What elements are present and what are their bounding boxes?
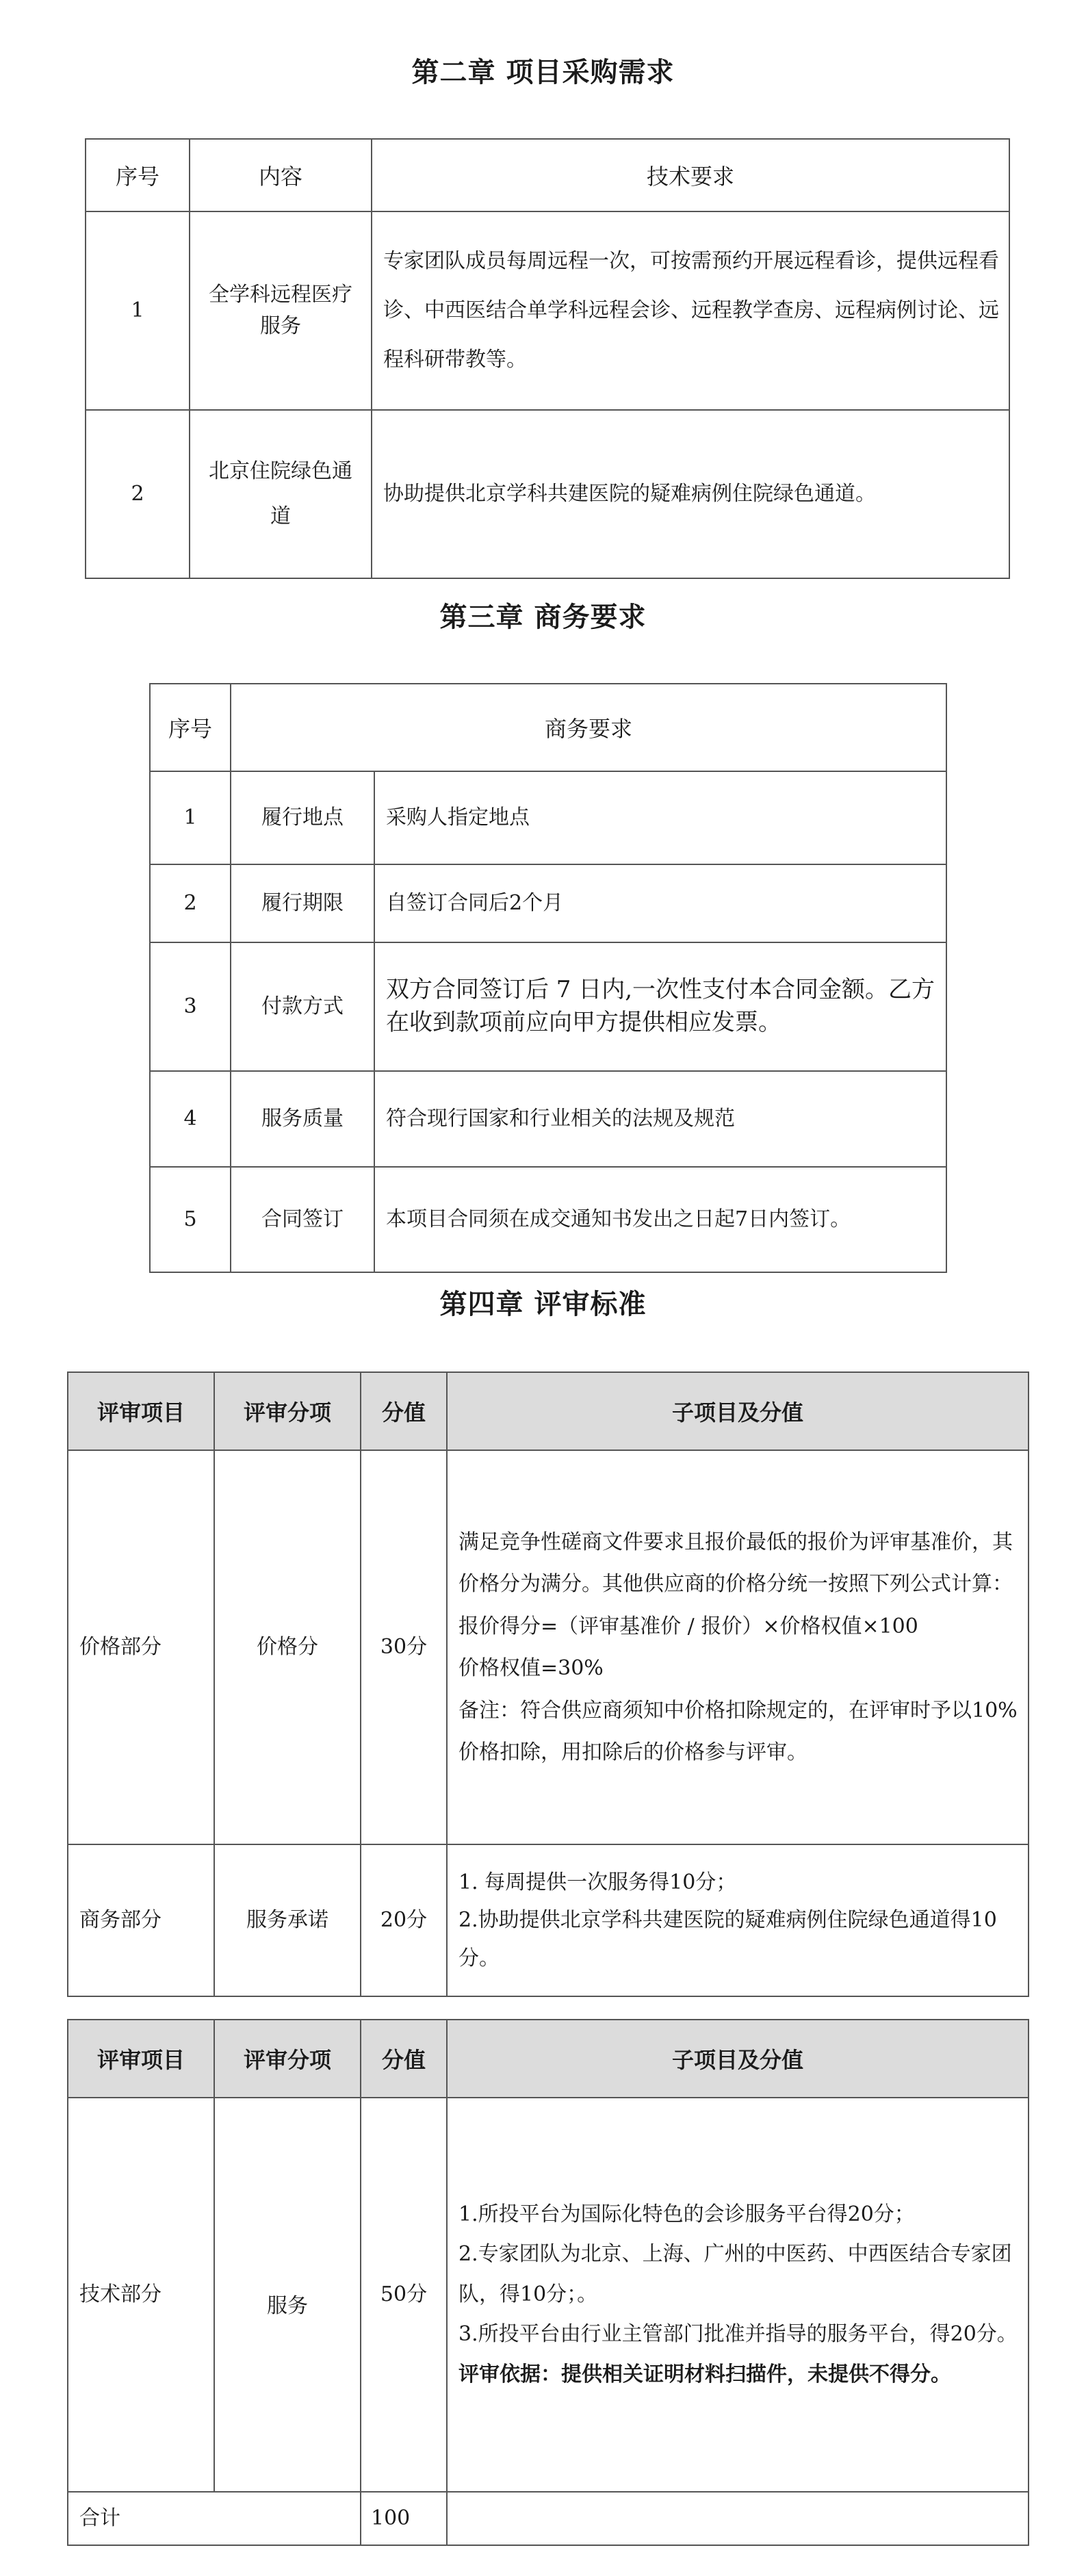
table-row (150, 1167, 946, 1272)
table-row (150, 771, 946, 864)
header-detail: 子项目及分值 (447, 1372, 1029, 1450)
header-business: 商务要求 (231, 684, 946, 771)
header-no: 序号 (150, 684, 231, 771)
row-score: 20分 (361, 1844, 447, 1996)
header-content: 内容 (190, 139, 372, 211)
table-row (86, 211, 1009, 410)
header-sub: 评审分项 (214, 2020, 361, 2098)
header-sub: 评审分项 (214, 1372, 361, 1450)
row-tech: 专家团队成员每周远程一次，可按需预约开展远程看诊，提供远程看诊、中西医结合单学科远程会诊、远程教学查房、远程病例讨论、远程科研带教等。 (372, 211, 1009, 410)
row-item: 合同签订 (231, 1167, 374, 1272)
row-item: 履行地点 (231, 771, 374, 864)
row-value: 本项目合同须在成交通知书发出之日起7日内签订。 (374, 1167, 946, 1272)
chapter-2-title: 第二章 项目采购需求 (411, 57, 675, 88)
evaluation-table-price-business (67, 1371, 1029, 1997)
table-row (150, 942, 946, 1071)
row-detail (447, 1844, 1029, 1996)
row-score: 50分 (361, 2098, 447, 2492)
detail-line: 3.所投平台由行业主管部门批准并指导的服务平台，得20分。 (458, 2322, 1018, 2347)
row-no: 5 (150, 1167, 231, 1272)
evaluation-basis: 评审依据：提供相关证明材料扫描件，未提供不得分。 (458, 2362, 951, 2386)
header-project: 评审项目 (68, 1372, 214, 1450)
row-no: 3 (150, 942, 231, 1071)
detail-line: 1.所投平台为国际化特色的会诊服务平台得20分； (458, 2202, 915, 2226)
total-row (68, 2492, 1029, 2545)
row-item: 付款方式 (231, 942, 374, 1071)
total-label: 合计 (68, 2492, 214, 2545)
row-sub: 服务 (214, 2098, 361, 2492)
row-tech: 协助提供北京学科共建医院的疑难病例住院绿色通道。 (372, 410, 1009, 578)
row-no: 1 (86, 211, 190, 410)
detail-line: 2.协助提供北京学科共建医院的疑难病例住院绿色通道得10分。 (458, 1908, 997, 1970)
row-value: 自签订合同后2个月 (374, 864, 946, 942)
detail-line: 2.专家团队为北京、上海、广州的中医药、中西医结合专家团队，得10分；。 (458, 2242, 1012, 2306)
row-sub: 服务承诺 (214, 1844, 361, 1996)
row-score: 30分 (361, 1450, 447, 1844)
detail-line: 1. 每周提供一次服务得10分； (458, 1870, 737, 1894)
row-no: 2 (86, 410, 190, 578)
header-detail: 子项目及分值 (447, 2020, 1029, 2098)
total-value: 100 (361, 2492, 447, 2545)
row-content: 全学科远程医疗服务 (190, 211, 372, 410)
table-row (68, 1450, 1029, 1844)
row-detail (447, 2098, 1029, 2492)
header-tech: 技术要求 (372, 139, 1009, 211)
row-project: 技术部分 (68, 2098, 214, 2492)
row-no: 4 (150, 1071, 231, 1167)
procurement-requirements-table (85, 138, 1010, 579)
header-score: 分值 (361, 2020, 447, 2098)
row-sub: 价格分 (214, 1450, 361, 1844)
evaluation-table-technical (67, 2019, 1029, 2546)
row-item: 履行期限 (231, 864, 374, 942)
chapter-4-title: 第四章 评审标准 (439, 1289, 647, 1320)
row-value: 符合现行国家和行业相关的法规及规范 (374, 1071, 946, 1167)
header-project: 评审项目 (68, 2020, 214, 2098)
header-score: 分值 (361, 1372, 447, 1450)
table-row (86, 410, 1009, 578)
chapter-3-title: 第三章 商务要求 (439, 602, 647, 633)
detail-line: 报价得分=（评审基准价 / 报价）×价格权值×100 (458, 1614, 918, 1638)
row-item: 服务质量 (231, 1071, 374, 1167)
table-row (68, 1844, 1029, 1996)
row-detail (447, 1450, 1029, 1844)
row-content: 北京住院绿色通道 (190, 410, 372, 578)
table-row (68, 2098, 1029, 2492)
business-requirements-table (149, 683, 947, 1273)
row-value: 采购人指定地点 (374, 771, 946, 864)
detail-line: 备注：符合供应商须知中价格扣除规定的，在评审时予以10%价格扣除，用扣除后的价格参与评审。 (458, 1698, 1018, 1764)
detail-line: 满足竞争性磋商文件要求且报价最低的报价为评审基准价，其价格分为满分。其他供应商的价格分统一按照下列公式计算： (458, 1530, 1013, 1596)
detail-line: 价格权值=30% (458, 1656, 604, 1680)
header-no: 序号 (86, 139, 190, 211)
row-no: 1 (150, 771, 231, 864)
table-row (150, 1071, 946, 1167)
row-project: 商务部分 (68, 1844, 214, 1996)
row-value: 双方合同签订后 7 日内,一次性支付本合同金额。乙方在收到款项前应向甲方提供相应发票。 (374, 942, 946, 1071)
table-row (150, 864, 946, 942)
row-project: 价格部分 (68, 1450, 214, 1844)
row-no: 2 (150, 864, 231, 942)
